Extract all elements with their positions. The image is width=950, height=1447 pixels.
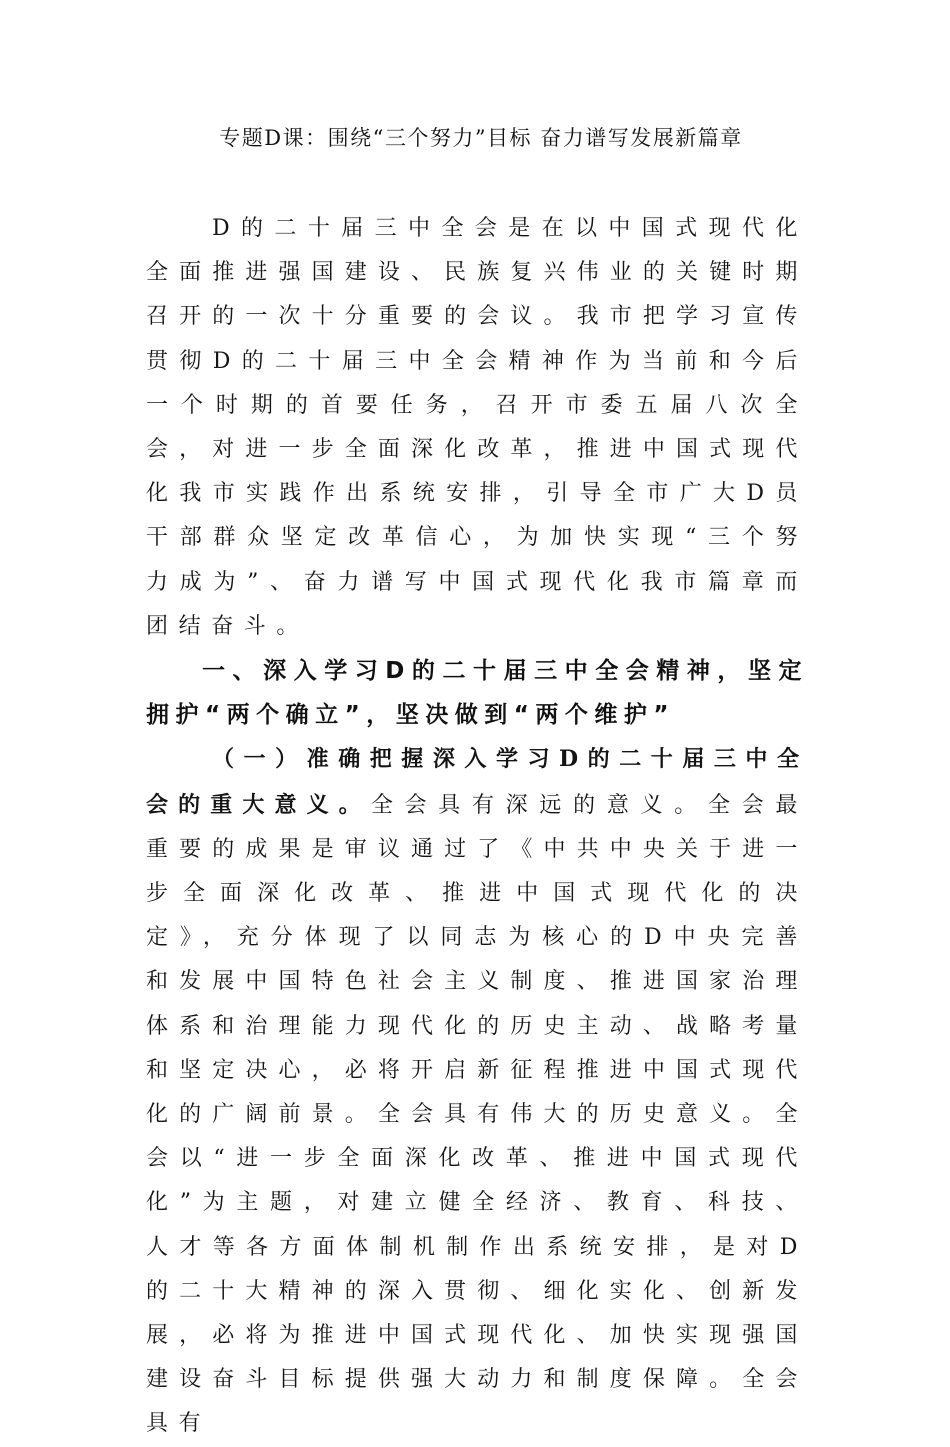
section-1-paragraph-1 xyxy=(146,737,808,1446)
sub-heading-1-body: 全会具有深远的意义。全会最重要的成果是审议通过了《中共中央关于进一步全面深化改革、推进中国式现代化的决定》，充分体现了以同志为核心的D中央完善和发展中国特色社会主义制度、推进国家治理体系和治理能力现代化的历史主动、战略考量和坚定决心，必将开启新征程推进中国式现代化的广阔前景。全会具有伟大的历史意义。全会以“进一步全面深化改革、推进中国式现代化”为主题，对建立健全经济、教育、科技、人才等各方面体制机制作出系统安排，是对D的二十大精神的深入贯彻、细化实化、创新发展，必将为推进中国式现代化、加快实现强国建设奋斗目标提供强大动力和制度保障。全会具有 xyxy=(146,792,808,1437)
section-heading-1: 一、深入学习D的二十届三中全会精神，坚定拥护“两个确立”，坚决做到“两个维护” xyxy=(146,658,808,729)
intro-paragraph: D的二十届三中全会是在以中国式现代化全面推进强国建设、民族复兴伟业的关键时期召开的一次十分重要的会议。我市把学习宣传贯彻D的二十届三中全会精神作为当前和今后一个时期的首要任务，召开市委五届八次全会，对进一步全面深化改革，推进中国式现代化我市实践作出系统安排，引导全市广大D员干部群众坚定改革信心，为加快实现“三个努力成为”、奋力谱写中国式现代化我市篇章而团结奋斗。 xyxy=(146,216,808,639)
document-title: 专题D课：围绕“三个努力”目标 奋力谱写发展新篇章 xyxy=(219,126,743,150)
document-body xyxy=(146,207,808,1447)
sub-heading-1: （一）准确把握深入学习D的二十届三中全会的重大意义。 xyxy=(146,746,808,818)
